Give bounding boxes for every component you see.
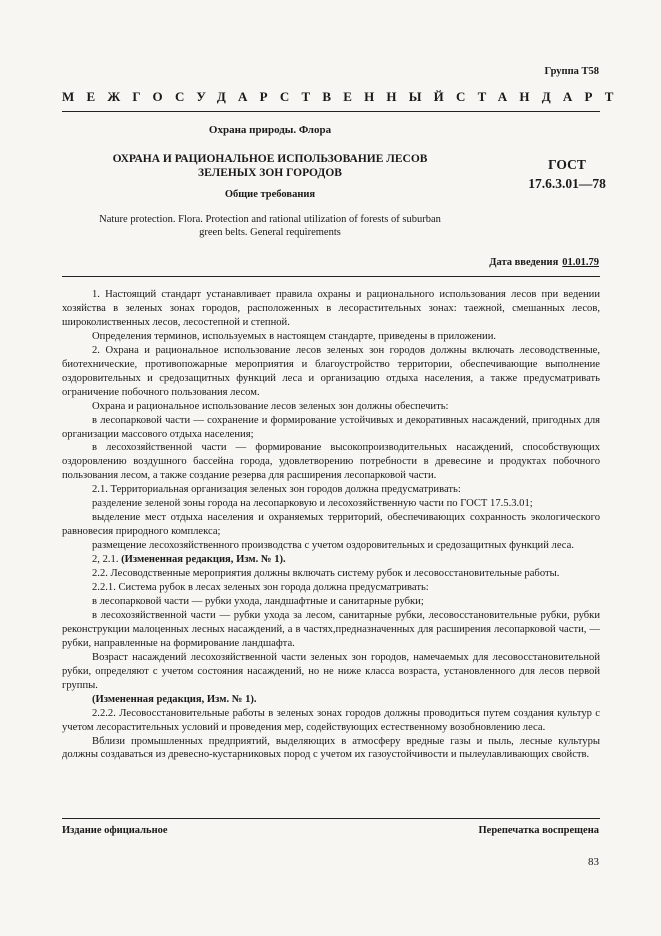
paragraph: в лесохозяйственной части — формирование высокопроизводительных насаждений, способствующих оздоровлению воздушного бассейна города, удовлетворению потребности в древесине и продуктах побочного пользования лесом, а также создание резерва для расширения лесопарковой части. [62,442,600,482]
official-edition: Издание официальное [62,825,168,836]
date-value: 01.01.79 [562,257,599,268]
paragraph: Возраст насаждений лесохозяйственной части зеленых зон городов, намечаемых для лесовосстановительной рубки, определяют с учетом состояния насаждений, но не ниже класса возраста, установленного для лесов первой группы. [62,651,600,691]
top-divider [62,111,600,112]
date-label: Дата введения [489,257,559,268]
paragraph: 2.2. Лесоводственные мероприятия должны включать систему рубок и лесовосстановительные работы. [92,568,560,580]
gost-label: ГОСТ [548,157,586,172]
subject-line: Охрана природы. Флора [208,124,332,136]
title-block [90,124,450,239]
paragraph: Определения терминов, используемых в настоящем стандарте, приведены в приложении. [92,330,497,342]
paragraph: 2.2.1. Система рубок в лесах зеленых зон города должна предусматривать: [92,582,429,594]
effective-date [489,257,599,268]
paragraph: 2. Охрана и рациональное использование лесов зеленых зон городов должны включать лесоводственные, биотехнические, противопожарные мероприятия и благоустройство территории, обеспечивающие выполнение оздоровительных и средозащитных функций леса и организацию отдыха населения, а также предусматривать ограничение побочного пользования лесом. [62,344,600,398]
document-title: ОХРАНА И РАЦИОНАЛЬНОЕ ИСПОЛЬЗОВАНИЕ ЛЕСОВ ЗЕЛЕНЫХ ЗОН ГОРОДОВ [112,153,428,179]
paragraph: выделение мест отдыха населения и охраняемых территорий, обеспечивающих сохранность экологического равновесия природного комплекса; [62,512,600,538]
reprint-notice: Перепечатка воспрещена [478,825,599,836]
amendment-note: 2, 2.1. (Измененная редакция, Изм. № 1). [92,554,286,566]
english-title: Nature protection. Flora. Protection and rational utilization of forests of suburban green belts. General requirements [99,214,441,238]
amendment-emphasis: (Измененная редакция, Изм. № 1). [121,554,286,566]
gost-number: 17.6.3.01—78 [528,176,606,191]
body-text [62,288,600,762]
amendment-note: (Измененная редакция, Изм. № 1). [92,693,257,705]
document-subtitle: Общие требования [224,189,316,200]
gost-designation [512,155,622,193]
page-number: 83 [588,856,599,868]
footer-divider [62,818,600,819]
paragraph: Охрана и рациональное использование лесов зеленых зон должны обеспечить: [92,400,449,412]
paragraph: в лесохозяйственной части — рубки ухода за лесом, санитарные рубки, лесовосстановительные рубки, рубки реконструкции малоценных лесных насаждений, а в частях,предназначенных для расширения лесопарковой части, — рубки, направленные на формирование ландшафта. [62,609,600,649]
paragraph: размещение лесохозяйственного производства с учетом оздоровительных и средозащитных функций леса. [92,540,574,552]
header-divider [62,276,600,277]
standard-banner [62,89,626,105]
banner-standard: СТАНДАРТ [456,89,626,104]
banner-interstate: МЕЖГОСУДАРСТВЕННЫЙ [62,89,456,104]
paragraph: 1. Настоящий стандарт устанавливает правила охраны и рационального использования лесов при ведении хозяйства в зеленых зонах городов, расположенных в лесорастительных зонах: таежной, смешанных лесов, широколиственных лесов, лесостепной и степной. [62,289,600,328]
paragraph: 2.1. Территориальная организация зеленых зон городов должна предусматривать: [92,484,461,496]
paragraph: разделение зеленой зоны города на лесопарковую и лесохозяйственную части по ГОСТ 17.5.3.01; [92,498,533,510]
paragraph: в лесопарковой части — рубки ухода, ландшафтные и санитарные рубки; [92,595,424,607]
paragraph: 2.2.2. Лесовосстановительные работы в зеленых зонах городов должны проводиться путем создания культур с учетом лесорастительных условий и проведения мер, содействующих естественному возобновлению леса. [62,707,600,733]
group-code: Группа Т58 [544,66,599,77]
paragraph: Вблизи промышленных предприятий, выделяющих в атмосферу вредные газы и пыль, лесные культуры должны создаваться из древесно-кустарниковых пород с учетом их газоустойчивости и пылеулавливающих свойств. [62,735,600,761]
paragraph: в лесопарковой части — сохранение и формирование устойчивых и декоративных насаждений, пригодных для организации массового отдыха населения; [62,414,600,440]
